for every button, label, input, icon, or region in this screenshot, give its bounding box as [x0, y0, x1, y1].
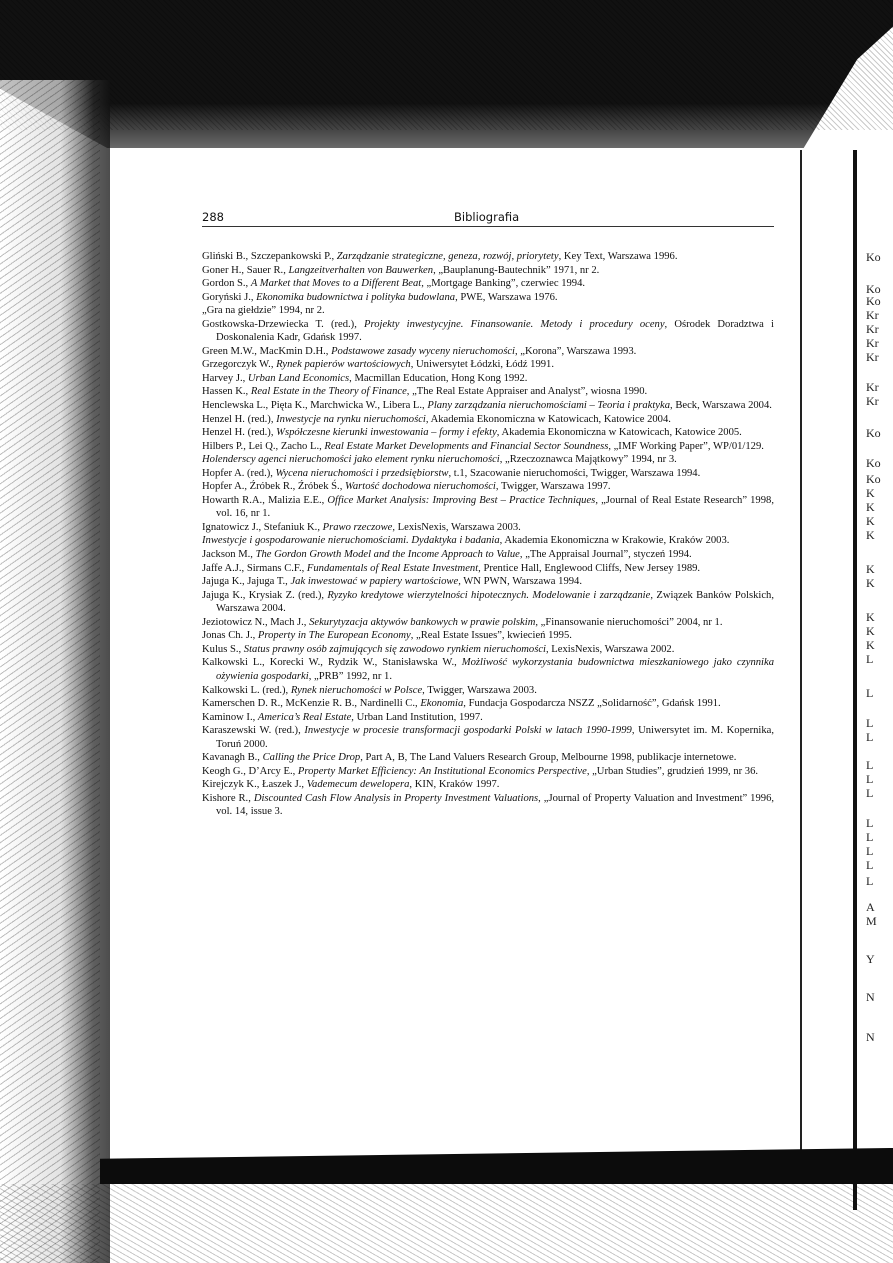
entry-authors: Jonas Ch. J., — [202, 630, 258, 642]
neighbor-letter: Kr — [866, 322, 879, 336]
bibliography-entry — [202, 264, 774, 278]
scan-noise-left — [0, 80, 100, 1263]
bibliography-entry — [202, 385, 774, 399]
entry-title: Property Market Efficiency: An Institutional Economics Perspective — [297, 765, 587, 777]
entry-details: , Uniwersytet im. M. Kopernika, Toruń 2000. — [216, 725, 774, 750]
bibliography-entry — [202, 426, 774, 440]
neighbor-letter: K — [866, 500, 875, 514]
entry-details: , „Journal of Property Valuation and Investment” 1996, vol. 14, issue 3. — [216, 792, 775, 818]
neighbor-letter: Ko — [866, 472, 881, 486]
bibliography-entry — [202, 399, 774, 413]
entry-details: , KIN, Kraków 1997. — [409, 779, 500, 791]
entry-details: , „Urban Studies”, grudzień 1999, nr 36. — [586, 765, 759, 777]
entry-authors: Kirejczyk K., Łaszek J., — [202, 779, 307, 791]
bibliography-entry — [202, 358, 774, 372]
entry-authors: Henclewska L., Pięta K., Marchwicka W., Libera L., — [202, 400, 428, 412]
neighbor-letter: Ko — [866, 250, 881, 264]
neighbor-letter: Kr — [866, 336, 879, 350]
neighbor-letter: K — [866, 576, 875, 590]
book-page — [130, 170, 800, 1150]
bibliography-entry — [202, 548, 774, 562]
bibliography-entry — [202, 697, 774, 711]
entry-details: , „Mortgage Banking”, czerwiec 1994. — [421, 278, 586, 290]
entry-title: Discounted Cash Flow Analysis in Property Investment Valuations — [253, 792, 539, 804]
bibliography-entry — [202, 765, 774, 779]
entry-authors: Jeziotowicz N., Mach J., — [202, 616, 310, 628]
bibliography-entry — [202, 250, 774, 264]
entry-authors: Kavanagh B., — [202, 752, 263, 764]
entry-details: , PWE, Warszawa 1976. — [455, 291, 558, 303]
bibliography-entry — [202, 778, 774, 792]
entry-authors: Jajuga K., Krysiak Z. (red.), — [202, 589, 328, 601]
entry-details: , Ośrodek Doradztwa i Doskonalenia Kadr, Gdańsk 1997. — [216, 318, 774, 344]
neighbor-letter: L — [866, 816, 874, 830]
entry-details: , „Journal of Real Estate Research” 1998, vol. 16, nr 1. — [216, 494, 774, 520]
entry-details: , Part A, B, The Land Valuers Research Group, Melbourne 1998, publikacje internetowe. — [360, 752, 737, 764]
bibliography-entry — [202, 684, 774, 698]
entry-title: The Gordon Growth Model and the Income Approach to Value — [255, 549, 520, 561]
entry-authors: Karaszewski W. (red.), — [202, 725, 305, 737]
entry-title: Real Estate Market Developments and Financial Sector Soundness — [324, 440, 609, 452]
entry-title: Jak inwestować w papiery wartościowe — [290, 576, 459, 588]
entry-details: , Akademia Ekonomiczna w Katowicach, Katowice 2005. — [496, 427, 742, 439]
entry-authors: Keogh G., D’Arcy E., — [202, 765, 298, 777]
entry-title: Vademecum dewelopera — [306, 779, 410, 791]
scan-noise-top — [0, 0, 893, 130]
neighbor-letter: K — [866, 486, 875, 500]
neighbor-letter: Kr — [866, 380, 879, 394]
entry-authors: Jajuga K., Jajuga T., — [202, 576, 291, 588]
entry-details: , „The Appraisal Journal”, styczeń 1994. — [519, 549, 692, 561]
entry-title: Urban Land Economics — [247, 372, 350, 384]
bibliography-entry — [202, 318, 774, 345]
bibliography-entry — [202, 616, 774, 630]
bibliography-entry — [202, 480, 774, 494]
entry-title: Real Estate in the Theory of Finance — [250, 386, 407, 398]
bibliography-entry — [202, 345, 774, 359]
bibliography-entry — [202, 792, 774, 819]
entry-authors: Goryński J., — [202, 291, 257, 303]
entry-title: Współczesne kierunki inwestowania – formy i efekty — [276, 427, 497, 439]
entry-authors: Green M.W., MacKmin D.H., — [202, 345, 332, 357]
entry-title: Langzeitverhalten von Bauwerken — [288, 264, 434, 276]
entry-title: Projekty inwestycyjne. Finansowanie. Metody i procedury oceny — [364, 318, 665, 330]
entry-details: , Twigger, Warszawa 2003. — [422, 684, 537, 696]
entry-authors: Kalkowski L., Korecki W., Rydzik W., Stanisławska W., — [202, 657, 462, 669]
entry-details: , Uniwersytet Łódzki, Łódź 1991. — [410, 359, 554, 371]
entry-authors: Hilbers P., Lei Q., Zacho L., — [202, 440, 325, 452]
entry-title: Plany zarządzania nieruchomościami – Teoria i praktyka — [427, 400, 671, 412]
neighbor-letter: Ko — [866, 282, 881, 296]
neighbor-letter: K — [866, 610, 875, 624]
entry-authors: Gostkowska-Drzewiecka T. (red.), — [202, 318, 365, 330]
entry-details: , „Real Estate Issues”, kwiecień 1995. — [410, 630, 572, 642]
entry-details: , Key Text, Warszawa 1996. — [558, 251, 678, 262]
bibliography-entry — [202, 494, 774, 521]
entry-title: Holenderscy agenci nieruchomości jako element rynku nieruchomości — [202, 454, 500, 466]
entry-details: , Prentice Hall, Englewood Cliffs, New Jersey 1989. — [478, 562, 701, 574]
bibliography-entry — [202, 724, 774, 751]
neighbor-letter: N — [866, 1030, 875, 1044]
entry-title: Office Market Analysis: Improving Best – Practice Techniques — [327, 494, 596, 506]
entry-authors: Kishore R., — [202, 792, 254, 804]
entry-authors: Jackson M., — [202, 549, 256, 561]
entry-authors: Kamerschen D. R., McKenzie R. B., Nardinelli C., — [202, 698, 421, 710]
entry-title: Status prawny osób zajmujących się zawodowo rynkiem nieruchomości — [243, 643, 546, 655]
entry-title: Wycena nieruchomości i przedsiębiorstw — [275, 467, 449, 479]
neighbor-letter: K — [866, 514, 875, 528]
neighbor-letter: L — [866, 730, 874, 744]
entry-title: Wartość dochodowa nieruchomości — [345, 481, 496, 493]
page-header — [202, 208, 774, 227]
page-number: 288 — [202, 210, 224, 224]
entry-authors: Gordon S., — [202, 278, 251, 290]
neighbor-letter: L — [866, 652, 874, 666]
entry-title: Rynek papierów wartościowych — [276, 359, 411, 371]
entry-title: Ryzyko kredytowe wierzytelności hipotecznych. Modelowanie i zarządzanie — [327, 589, 651, 601]
entry-details: , „IMF Working Paper”, WP/01/129. — [608, 440, 764, 452]
bibliography-entry — [202, 413, 774, 427]
entry-authors: Grzegorczyk W., — [202, 359, 277, 371]
entry-authors: Kaminow I., — [202, 711, 258, 723]
entry-title: Rynek nieruchomości w Polsce — [290, 684, 423, 696]
entry-details: , „Rzeczoznawca Majątkowy” 1994, nr 3. — [499, 454, 677, 466]
neighbor-letter: K — [866, 562, 875, 576]
entry-details: , „Bauplanung-Bautechnik” 1971, nr 2. — [433, 264, 600, 276]
bibliography-entry — [202, 291, 774, 305]
neighbor-letter: L — [866, 858, 874, 872]
entry-title: Fundamentals of Real Estate Investment — [306, 562, 479, 574]
entry-title: Podstawowe zasady wyceny nieruchomości — [331, 345, 515, 357]
bibliography-entry — [202, 304, 774, 318]
running-title: Bibliografia — [454, 210, 520, 224]
entry-title: America’s Real Estate — [257, 711, 352, 723]
neighbor-letter: L — [866, 686, 874, 700]
neighbor-letter: Kr — [866, 308, 879, 322]
bibliography-entry — [202, 711, 774, 725]
entry-title: Możliwość wykorzystania budownictwa mieszkaniowego jako czynnika ożywienia gospodarki — [216, 657, 774, 682]
entry-authors: „Gra na giełdzie” 1994, nr 2. — [202, 305, 325, 317]
entry-details: , „The Real Estate Appraiser and Analyst”, wiosna 1990. — [406, 386, 648, 398]
entry-authors: Henzel H. (red.), — [202, 413, 277, 425]
bibliography-entry — [202, 751, 774, 765]
entry-details: , Urban Land Institution, 1997. — [351, 711, 483, 723]
scan-noise-bottom — [0, 1184, 893, 1263]
bibliography-entry — [202, 467, 774, 481]
entry-title: Prawo rzeczowe — [322, 521, 393, 533]
entry-authors: Jaffe A.J., Sirmans C.F., — [202, 562, 307, 574]
bibliography-entry — [202, 521, 774, 535]
bibliography-entry — [202, 643, 774, 657]
bibliography-entry — [202, 372, 774, 386]
entry-details: , Macmillan Education, Hong Kong 1992. — [349, 372, 528, 384]
entry-title: Property in The European Economy — [257, 630, 411, 642]
entry-details: , Beck, Warszawa 2004. — [670, 400, 772, 412]
neighbor-letter: L — [866, 772, 874, 786]
neighbor-letter: N — [866, 990, 875, 1004]
bibliography-entry — [202, 534, 774, 548]
neighbor-letter: L — [866, 874, 874, 888]
neighbor-letter: L — [866, 830, 874, 844]
entry-details: , Akademia Ekonomiczna w Krakowie, Kraków 2003. — [499, 535, 730, 547]
bibliography-entry — [202, 453, 774, 467]
neighbor-letter: A — [866, 900, 875, 914]
neighbor-letter: K — [866, 528, 875, 542]
scan-shadow-bottom — [100, 1148, 893, 1184]
neighbor-letter: L — [866, 786, 874, 800]
entry-title: Ekonomia — [420, 698, 464, 710]
neighbor-letter: Ko — [866, 456, 881, 470]
entry-authors: Gliński B., Szczepankowski P., — [202, 251, 337, 262]
entry-authors: Ignatowicz J., Stefaniuk K., — [202, 521, 323, 533]
entry-details: , LexisNexis, Warszawa 2002. — [545, 643, 675, 655]
entry-authors: Kulus S., — [202, 643, 244, 655]
neighbor-letter: Ko — [866, 294, 881, 308]
bibliography-entry — [202, 440, 774, 454]
bibliography-entry — [202, 589, 774, 616]
entry-details: , „Finansowanie nieruchomości” 2004, nr 1. — [535, 616, 723, 628]
entry-authors: Goner H., Sauer R., — [202, 264, 289, 276]
entry-details: , t.1, Szacowanie nieruchomości, Twigger, Warszawa 1994. — [448, 467, 701, 479]
neighbor-letter: K — [866, 624, 875, 638]
entry-title: Calling the Price Drop — [262, 752, 361, 764]
entry-details: , „PRB” 1992, nr 1. — [308, 670, 392, 682]
neighbor-letter: Y — [866, 952, 875, 966]
entry-title: Inwestycje i gospodarowanie nieruchomościami. Dydaktyka i badania — [202, 535, 500, 547]
entry-details: , LexisNexis, Warszawa 2003. — [392, 521, 521, 533]
neighbor-letter: L — [866, 716, 874, 730]
bibliography-entry — [202, 575, 774, 589]
neighbor-letter: Kr — [866, 394, 879, 408]
entry-authors: Hassen K., — [202, 386, 251, 398]
entry-details: , „Korona”, Warszawa 1993. — [514, 345, 637, 357]
entry-authors: Henzel H. (red.), — [202, 427, 277, 439]
neighbor-letter: Ko — [866, 426, 881, 440]
entry-details: , Fundacja Gospodarcza NSZZ „Solidarność”, Gdańsk 1991. — [463, 698, 721, 710]
entry-authors: Howarth R.A., Malizia E.E., — [202, 494, 328, 506]
entry-title: Sekurytyzacja aktywów bankowych w prawie polskim — [309, 616, 536, 628]
neighbor-letter: L — [866, 844, 874, 858]
bibliography-entry — [202, 277, 774, 291]
neighbor-letter: L — [866, 758, 874, 772]
entry-details: , WN PWN, Warszawa 1994. — [458, 576, 582, 588]
entry-details: , Twigger, Warszawa 1997. — [495, 481, 611, 493]
bibliography-entry — [202, 656, 774, 683]
entry-authors: Harvey J., — [202, 372, 248, 384]
entry-authors: Hopfer A., Źróbek R., Źróbek Ś., — [202, 481, 345, 493]
bibliography-entry — [202, 562, 774, 576]
entry-details: , Związek Banków Polskich, Warszawa 2004. — [216, 589, 774, 615]
entry-details: , Akademia Ekonomiczna w Katowicach, Katowice 2004. — [425, 413, 671, 425]
entry-authors: Kalkowski L. (red.), — [202, 684, 291, 696]
bibliography-list — [202, 250, 774, 819]
page-edge — [800, 150, 802, 1150]
entry-title: Inwestycje na rynku nieruchomości — [276, 413, 426, 425]
neighbor-letter: Kr — [866, 350, 879, 364]
neighbor-letter: K — [866, 638, 875, 652]
entry-title: A Market that Moves to a Different Beat — [250, 278, 422, 290]
neighbor-letter: M — [866, 914, 877, 928]
entry-authors: Hopfer A. (red.), — [202, 467, 276, 479]
entry-title: Ekonomika budownictwa i polityka budowlana — [256, 291, 456, 303]
bibliography-entry — [202, 629, 774, 643]
entry-title: Zarządzanie strategiczne, geneza, rozwój, priorytety — [336, 251, 559, 262]
entry-title: Inwestycje w procesie transformacji gospodarki Polski w latach 1990-1999 — [304, 725, 632, 737]
